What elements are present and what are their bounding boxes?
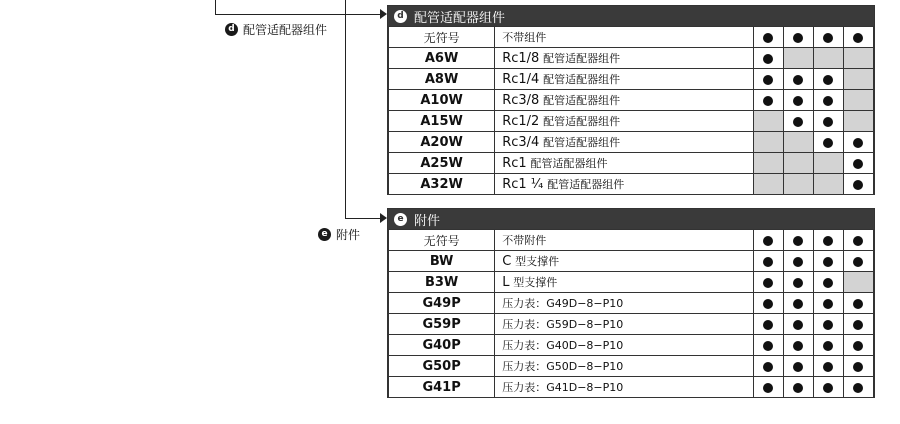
compat-cell-available	[813, 230, 843, 251]
filled-dot-icon	[823, 383, 833, 393]
compat-cell-available	[783, 27, 813, 48]
filled-dot-icon	[793, 33, 803, 43]
description-main: Rc3/8	[502, 93, 540, 108]
filled-dot-icon	[823, 138, 833, 148]
description-sub: 不带附件	[502, 234, 547, 247]
filled-dot-icon	[853, 320, 863, 330]
compat-cell-available	[813, 293, 843, 314]
compat-cell-available	[843, 27, 873, 48]
row-description	[495, 153, 754, 174]
connector-section-e-horizontal	[345, 218, 381, 219]
row-code: G41P	[389, 377, 495, 398]
compat-cell-available	[783, 377, 813, 398]
filled-dot-icon	[763, 383, 773, 393]
filled-dot-icon	[763, 33, 773, 43]
filled-dot-icon	[763, 96, 773, 106]
table-row	[389, 251, 874, 272]
filled-dot-icon	[763, 54, 773, 64]
row-description	[495, 356, 754, 377]
compat-cell-available	[783, 293, 813, 314]
section-e-header	[388, 209, 874, 229]
compat-cell-available	[783, 111, 813, 132]
filled-dot-icon	[793, 299, 803, 309]
table-row	[389, 293, 874, 314]
filled-dot-icon	[823, 33, 833, 43]
filled-dot-icon	[853, 341, 863, 351]
side-label-e-text: 附件	[336, 228, 361, 242]
compat-cell-unavailable	[843, 272, 873, 293]
row-description	[495, 377, 754, 398]
table-row	[389, 335, 874, 356]
filled-dot-icon	[793, 341, 803, 351]
row-code: B3W	[389, 272, 495, 293]
compat-cell-available	[813, 111, 843, 132]
filled-dot-icon	[823, 341, 833, 351]
compat-cell-unavailable	[783, 132, 813, 153]
filled-dot-icon	[823, 117, 833, 127]
row-description	[495, 27, 754, 48]
compat-cell-available	[783, 272, 813, 293]
row-code: G40P	[389, 335, 495, 356]
description-main: Rc1/2	[502, 114, 540, 129]
filled-dot-icon	[763, 236, 773, 246]
compat-cell-unavailable	[843, 90, 873, 111]
compat-cell-unavailable	[813, 174, 843, 195]
section-e-panel	[387, 208, 875, 398]
filled-dot-icon	[853, 236, 863, 246]
description-main: Rc1/8	[502, 51, 540, 66]
section-e-table	[388, 229, 874, 398]
compat-cell-available	[813, 356, 843, 377]
row-description	[495, 69, 754, 90]
compat-cell-available	[783, 69, 813, 90]
row-description	[495, 335, 754, 356]
compat-cell-available	[813, 251, 843, 272]
filled-dot-icon	[853, 257, 863, 267]
filled-dot-icon	[823, 299, 833, 309]
compat-cell-unavailable	[753, 153, 783, 174]
row-description	[495, 272, 754, 293]
filled-dot-icon	[763, 341, 773, 351]
compat-cell-available	[843, 377, 873, 398]
arrow-to-section-e	[380, 213, 387, 223]
row-code: A15W	[389, 111, 495, 132]
filled-dot-icon	[763, 362, 773, 372]
compat-cell-unavailable	[753, 174, 783, 195]
row-code: BW	[389, 251, 495, 272]
side-label-e	[318, 226, 360, 243]
filled-dot-icon	[853, 299, 863, 309]
connector-main-vertical	[345, 15, 346, 219]
row-description	[495, 251, 754, 272]
description-sub: 配管适配器组件	[530, 157, 608, 170]
compat-cell-available	[843, 132, 873, 153]
compat-cell-available	[843, 293, 873, 314]
description-sub: 配管适配器组件	[543, 94, 621, 107]
description-sub: 配管适配器组件	[543, 136, 621, 149]
filled-dot-icon	[853, 33, 863, 43]
table-row	[389, 153, 874, 174]
compat-cell-available	[753, 251, 783, 272]
row-code: A10W	[389, 90, 495, 111]
row-code: 无符号	[389, 230, 495, 251]
filled-dot-icon	[853, 138, 863, 148]
compat-cell-available	[813, 314, 843, 335]
section-d-title: 配管适配器组件	[414, 10, 506, 26]
compat-cell-available	[783, 356, 813, 377]
filled-dot-icon	[763, 257, 773, 267]
compat-cell-unavailable	[813, 48, 843, 69]
compat-cell-available	[843, 314, 873, 335]
description-main: Rc1/4	[502, 72, 540, 87]
table-row	[389, 356, 874, 377]
compat-cell-available	[753, 27, 783, 48]
badge-e-icon: e	[318, 228, 331, 241]
description-sub: 配管适配器组件	[543, 52, 621, 65]
table-row	[389, 314, 874, 335]
compat-cell-unavailable	[843, 69, 873, 90]
compat-cell-unavailable	[813, 153, 843, 174]
compat-cell-available	[813, 27, 843, 48]
filled-dot-icon	[793, 362, 803, 372]
compat-cell-unavailable	[783, 174, 813, 195]
description-sub: 不带组件	[502, 31, 547, 44]
row-code: A6W	[389, 48, 495, 69]
filled-dot-icon	[793, 257, 803, 267]
row-description	[495, 132, 754, 153]
filled-dot-icon	[823, 320, 833, 330]
connector-top-horizontal	[215, 14, 381, 15]
table-row	[389, 230, 874, 251]
compat-cell-available	[783, 335, 813, 356]
description-main: Rc1 ¹⁄₄	[502, 177, 544, 192]
compat-cell-available	[843, 153, 873, 174]
table-row	[389, 377, 874, 398]
table-row	[389, 174, 874, 195]
compat-cell-available	[813, 69, 843, 90]
row-description	[495, 314, 754, 335]
row-code: G49P	[389, 293, 495, 314]
compat-cell-available	[813, 377, 843, 398]
compat-cell-available	[753, 293, 783, 314]
row-code: A8W	[389, 69, 495, 90]
badge-d-icon: d	[225, 23, 238, 36]
compat-cell-unavailable	[843, 111, 873, 132]
filled-dot-icon	[823, 236, 833, 246]
description-sub: 配管适配器组件	[547, 178, 625, 191]
compat-cell-available	[783, 230, 813, 251]
filled-dot-icon	[853, 362, 863, 372]
description-main: C	[502, 254, 512, 269]
filled-dot-icon	[823, 362, 833, 372]
table-row	[389, 272, 874, 293]
compat-cell-available	[783, 251, 813, 272]
connector-top-right-vertical	[345, 0, 346, 15]
badge-e-header-icon: e	[394, 213, 407, 226]
row-code: A25W	[389, 153, 495, 174]
compat-cell-available	[813, 132, 843, 153]
table-row	[389, 27, 874, 48]
compat-cell-available	[843, 251, 873, 272]
compat-cell-available	[753, 356, 783, 377]
filled-dot-icon	[823, 96, 833, 106]
description-main: Rc1	[502, 156, 527, 171]
side-label-d	[225, 21, 327, 38]
filled-dot-icon	[793, 383, 803, 393]
section-d-header	[388, 6, 874, 26]
compat-cell-available	[753, 377, 783, 398]
compat-cell-available	[753, 90, 783, 111]
table-row	[389, 48, 874, 69]
row-description	[495, 293, 754, 314]
compat-cell-available	[843, 174, 873, 195]
row-code: 无符号	[389, 27, 495, 48]
badge-d-header-icon: d	[394, 10, 407, 23]
filled-dot-icon	[793, 278, 803, 288]
filled-dot-icon	[823, 278, 833, 288]
compat-cell-available	[813, 90, 843, 111]
table-row	[389, 111, 874, 132]
arrow-to-section-d	[380, 9, 387, 19]
description-sub: 配管适配器组件	[543, 73, 621, 86]
compat-cell-available	[783, 90, 813, 111]
description-sub: 压力表：G49D−8−P10	[502, 297, 624, 310]
description-sub: 压力表：G40D−8−P10	[502, 339, 624, 352]
compat-cell-unavailable	[753, 111, 783, 132]
filled-dot-icon	[793, 96, 803, 106]
compat-cell-available	[783, 314, 813, 335]
compat-cell-available	[753, 335, 783, 356]
description-sub: 压力表：G59D−8−P10	[502, 318, 624, 331]
filled-dot-icon	[763, 320, 773, 330]
compat-cell-available	[813, 272, 843, 293]
row-description	[495, 174, 754, 195]
section-d-panel	[387, 5, 875, 195]
row-code: G59P	[389, 314, 495, 335]
row-code: G50P	[389, 356, 495, 377]
description-sub: 压力表：G50D−8−P10	[502, 360, 624, 373]
row-description	[495, 48, 754, 69]
compat-cell-unavailable	[843, 48, 873, 69]
compat-cell-available	[843, 230, 873, 251]
filled-dot-icon	[853, 180, 863, 190]
filled-dot-icon	[823, 75, 833, 85]
filled-dot-icon	[793, 320, 803, 330]
compat-cell-available	[753, 69, 783, 90]
row-code: A32W	[389, 174, 495, 195]
row-description	[495, 90, 754, 111]
table-row	[389, 90, 874, 111]
table-row	[389, 69, 874, 90]
compat-cell-unavailable	[783, 48, 813, 69]
filled-dot-icon	[823, 257, 833, 267]
filled-dot-icon	[763, 299, 773, 309]
side-label-d-text: 配管适配器组件	[243, 23, 328, 37]
description-sub: 配管适配器组件	[543, 115, 621, 128]
compat-cell-unavailable	[753, 132, 783, 153]
description-sub: 压力表：G41D−8−P10	[502, 381, 624, 394]
filled-dot-icon	[793, 75, 803, 85]
row-description	[495, 230, 754, 251]
description-sub: 型支撑件	[513, 276, 558, 289]
description-sub: 型支撑件	[515, 255, 560, 268]
compat-cell-available	[843, 335, 873, 356]
filled-dot-icon	[853, 159, 863, 169]
section-e-title: 附件	[414, 213, 441, 229]
compat-cell-available	[813, 335, 843, 356]
connector-top-left-vertical	[215, 0, 216, 15]
compat-cell-available	[753, 272, 783, 293]
compat-cell-available	[843, 356, 873, 377]
compat-cell-unavailable	[783, 153, 813, 174]
compat-cell-available	[753, 314, 783, 335]
row-description	[495, 111, 754, 132]
section-d-table	[388, 26, 874, 195]
table-row	[389, 132, 874, 153]
row-code: A20W	[389, 132, 495, 153]
description-main: Rc3/4	[502, 135, 540, 150]
filled-dot-icon	[853, 383, 863, 393]
filled-dot-icon	[763, 75, 773, 85]
filled-dot-icon	[763, 278, 773, 288]
compat-cell-available	[753, 230, 783, 251]
filled-dot-icon	[793, 236, 803, 246]
filled-dot-icon	[793, 117, 803, 127]
compat-cell-available	[753, 48, 783, 69]
description-main: L	[502, 275, 510, 290]
